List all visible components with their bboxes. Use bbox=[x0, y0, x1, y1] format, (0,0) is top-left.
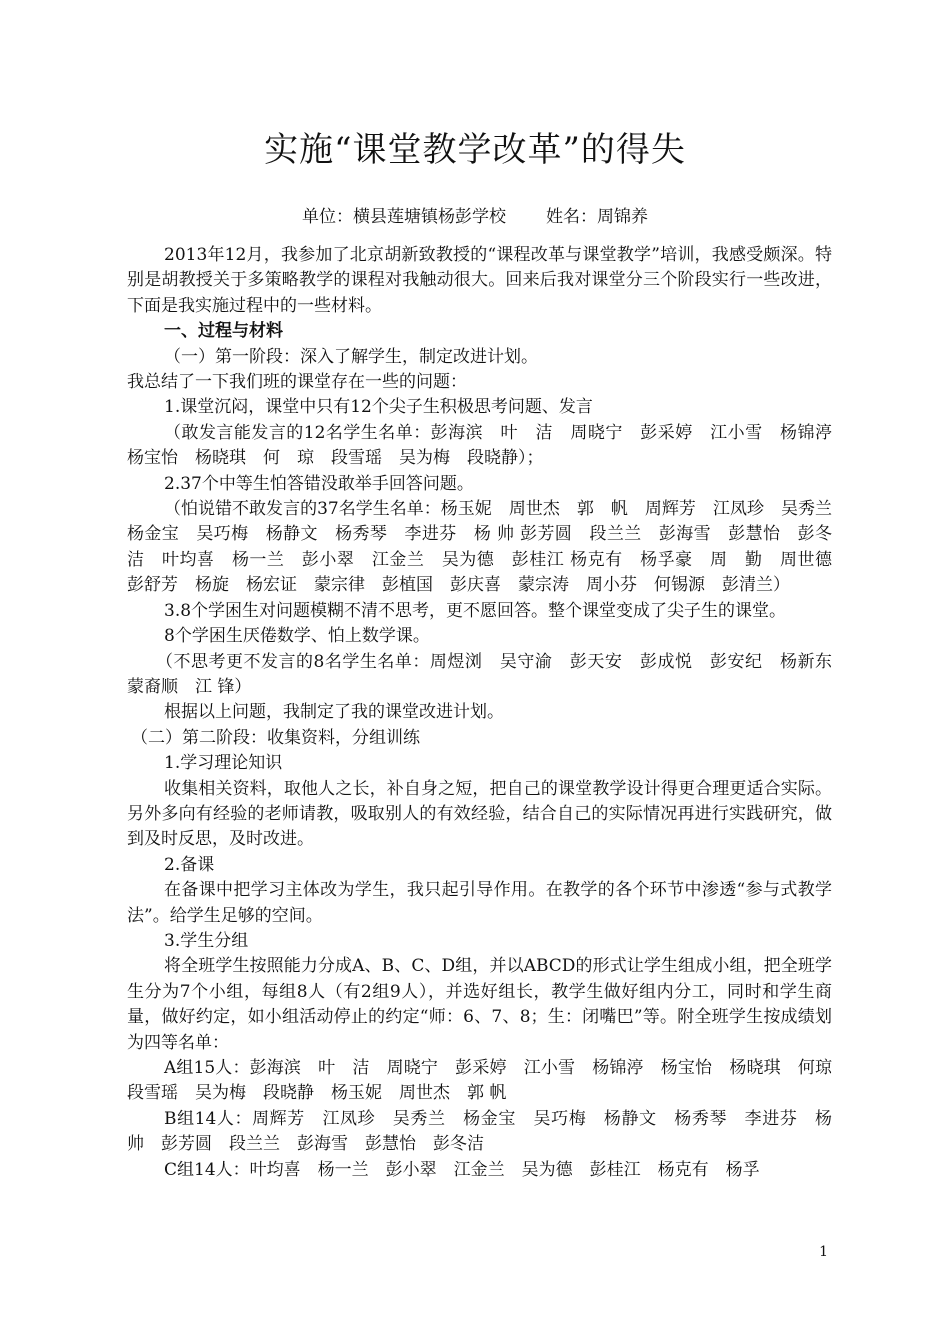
paragraph: 3.8个学困生对问题模糊不清不思考，更不愿回答。整个课堂变成了尖子生的课堂。 bbox=[164, 600, 787, 621]
paragraph: （怕说错不敢发言的37名学生名单：杨玉妮 周世杰 郭 帆 周辉芳 江凤珍 吴秀兰 杨金宝 吴巧梅 杨静文 杨秀琴 李进芬 杨 帅 彭芳圆 段兰兰 彭海雪 彭慧怡 彭冬洁 叶均喜 杨一兰 彭小翠 江金兰 吴为德 彭桂江 杨克有 杨孚豪 周 勤 周世德 彭舒芳 杨旋 杨宏证 蒙宗律 彭植国 彭庆喜 蒙宗涛 周小芬 何锡源 彭清兰） bbox=[127, 499, 849, 596]
paragraph: 3.学生分组 bbox=[164, 930, 249, 951]
unit-label: 单位：横县莲塘镇杨彭学校 bbox=[302, 207, 506, 227]
paragraph: C组14人：叶均喜 杨一兰 彭小翠 江金兰 吴为德 彭桂江 杨克有 杨孚 bbox=[164, 1159, 760, 1180]
paragraph: 2013年12月，我参加了北京胡新致教授的“课程改革与课堂教学”培训，我感受颇深。特别是胡教授关于多策略教学的课程对我触动很大。回来后我对课堂分三个阶段实行一些改进，下面是我实施过程中的一些材料。 bbox=[127, 245, 832, 316]
author-name: 姓名：周锦养 bbox=[546, 207, 648, 227]
paragraph: 2.备课 bbox=[164, 854, 215, 875]
paragraph: 1.学习理论知识 bbox=[164, 753, 283, 774]
paragraph: 收集相关资料，取他人之长，补自身之短，把自己的课堂教学设计得更合理更适合实际。另外多向有经验的老师请教，吸取别人的有效经验，结合自己的实际情况再进行实践研究，做到及时反思，及时改进。 bbox=[127, 778, 832, 850]
paragraph: （二）第二阶段：收集资料，分组训练 bbox=[131, 727, 420, 748]
paragraph: 1.课堂沉闷，课堂中只有12个尖子生积极思考问题、发言 bbox=[164, 397, 593, 418]
paragraph: 我总结了一下我们班的课堂存在一些的问题： bbox=[127, 372, 467, 393]
paragraph: B组14人：周辉芳 江凤珍 吴秀兰 杨金宝 吴巧梅 杨静文 杨秀琴 李进芬 杨 帅 彭芳圆 段兰兰 彭海雪 彭慧怡 彭冬洁 bbox=[127, 1108, 849, 1155]
page-number: 1 bbox=[819, 1244, 828, 1260]
paragraph: （敢发言能发言的12名学生名单：彭海滨 叶 洁 周晓宁 彭采婷 江小雪 杨锦渟 杨宝怡 杨晓琪 何 琼 段雪瑶 吴为梅 段晓静）； bbox=[127, 422, 849, 469]
paragraph: 一、过程与材料 bbox=[164, 321, 283, 342]
paragraph: 根据以上问题，我制定了我的课堂改进计划。 bbox=[164, 702, 504, 723]
paragraph: （不思考更不发言的8名学生名单：周煜浏 吴守渝 彭天安 彭成悦 彭安纪 杨新东 蒙裔顺 江 锋） bbox=[127, 651, 849, 697]
author-info bbox=[0, 204, 950, 230]
paragraph: 2.37个中等生怕答错没敢举手回答问题。 bbox=[164, 473, 474, 494]
document-title: 实施“课堂教学改革”的得失 bbox=[264, 130, 686, 170]
paragraph: A组15人：彭海滨 叶 洁 周晓宁 彭采婷 江小雪 杨锦渟 杨宝怡 杨晓琪 何琼 段雪瑶 吴为梅 段晓静 杨玉妮 周世杰 郭 帆 bbox=[127, 1058, 849, 1104]
document-body bbox=[127, 243, 849, 1183]
paragraph: 8个学困生厌倦数学、怕上数学课。 bbox=[164, 626, 430, 647]
paragraph: 在备课中把学习主体改为学生，我只起引导作用。在教学的各个环节中渗透“参与式教学法”。给学生足够的空间。 bbox=[127, 880, 832, 926]
paragraph: （一）第一阶段：深入了解学生，制定改进计划。 bbox=[164, 346, 538, 367]
paragraph: 将全班学生按照能力分成A、B、C、D组，并以ABCD的形式让学生组成小组，把全班学生分为7个小组，每组8人（有2组9人），并选好组长，教学生做好组内分工，同时和学生商量，做好约定，如小组活动停止的约定“师：6、7、8；生：闭嘴巴”等。附全班学生按成绩划为四等名单： bbox=[127, 956, 832, 1053]
